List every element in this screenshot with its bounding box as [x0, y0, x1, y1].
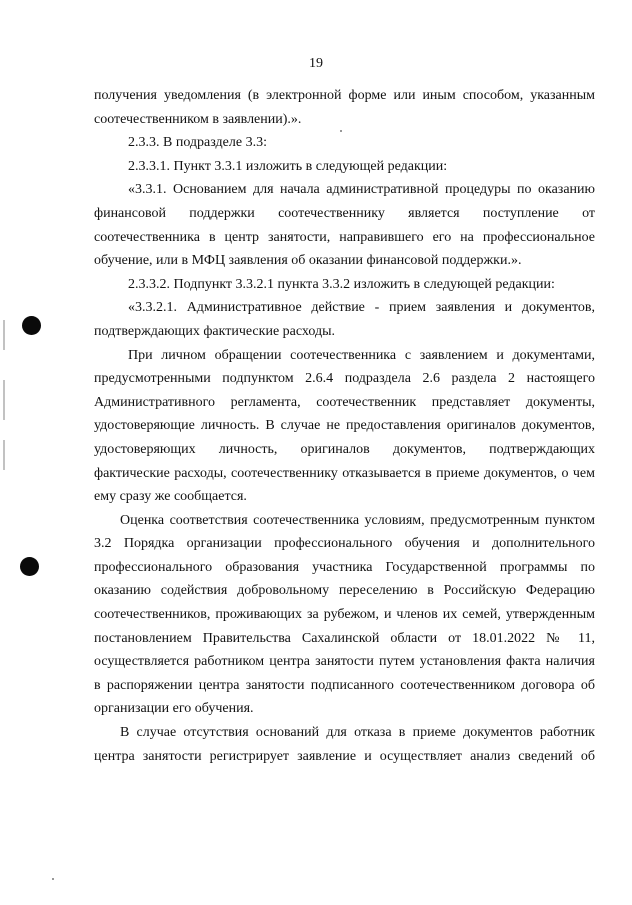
scan-edge-mark: [3, 440, 5, 470]
text-line: ему сразу же сообщается.: [94, 489, 247, 505]
text-line: При личном обращении соотечественника с заявлением и документами,: [128, 347, 595, 363]
text-line: подтверждающих фактические расходы.: [94, 323, 335, 339]
scan-speck: [52, 878, 54, 880]
paragraph: [94, 131, 595, 155]
scan-edge-mark: [3, 380, 5, 420]
page-number: 19: [309, 56, 323, 71]
paragraph: [94, 178, 595, 272]
text-line: оказанию содействия добровольному переселению в Российскую Федерацию: [94, 583, 595, 599]
paragraph: [94, 509, 595, 721]
paragraph: [94, 155, 595, 179]
text-line: центра занятости регистрирует заявление и осуществляет анализ сведений об: [94, 748, 595, 764]
text-line: «3.3.2.1. Административное действие - прием заявления и документов,: [128, 300, 595, 316]
text-line: осуществляется работником центра занятости путем установления факта наличия: [94, 654, 595, 670]
paragraph: [94, 721, 595, 768]
document-body: [94, 84, 595, 768]
text-line: профессионального образования участника Государственной программы по: [94, 559, 595, 575]
paragraph: [94, 273, 595, 297]
text-line: удостоверяющих личность, оригиналов документов, подтверждающих: [94, 441, 595, 457]
punch-hole: [22, 316, 41, 335]
text-line: «3.3.1. Основанием для начала административной процедуры по оказанию: [128, 182, 595, 198]
text-line: получения уведомления (в электронной форме или иным способом, указанным: [94, 88, 595, 103]
punch-hole: [20, 557, 39, 576]
text-line: финансовой поддержки соотечественнику является поступление от: [94, 205, 595, 221]
paragraph: [94, 84, 595, 131]
text-line: В случае отсутствия оснований для отказа в приеме документов работник: [120, 725, 595, 741]
text-line: соотечественником в заявлении).».: [94, 111, 302, 127]
paragraph: [94, 344, 595, 509]
text-line: Административного регламента, соотечественник представляет документы,: [94, 394, 595, 410]
text-line: предусмотренными подпунктом 2.6.4 подраздела 2.6 раздела 2 настоящего: [94, 371, 595, 387]
text-line: в распоряжении центра занятости подписанного соотечественником договора об: [94, 677, 595, 693]
text-line: 3.2 Порядка организации профессионального обучения и дополнительного: [94, 536, 595, 552]
text-line: 2.3.3.1. Пункт 3.3.1 изложить в следующей редакции:: [128, 158, 448, 174]
scan-speck: [340, 130, 342, 132]
text-line: фактические расходы, соотечественнику отказывается в приеме документов, о чем: [94, 465, 595, 481]
text-line: 2.3.3.2. Подпункт 3.3.2.1 пункта 3.3.2 изложить в следующей редакции:: [128, 276, 555, 292]
text-line: соотечественника в центр занятости, направившего его на профессиональное: [94, 229, 595, 245]
text-line: удостоверяющие личность. В случае не предоставления оригиналов документов,: [94, 418, 595, 434]
text-line: обучение, или в МФЦ заявления об оказании финансовой поддержки.».: [94, 253, 522, 269]
text-line: организации его обучения.: [94, 701, 254, 717]
text-line: 2.3.3. В подразделе 3.3:: [128, 135, 267, 151]
text-line: постановлением Правительства Сахалинской области от 18.01.2022 № 11,: [94, 630, 595, 646]
text-line: Оценка соответствия соотечественника условиям, предусмотренным пунктом: [120, 512, 595, 528]
paragraph: [94, 296, 595, 343]
scan-edge-mark: [3, 320, 5, 350]
text-line: соотечественников, проживающих за рубежом, и членов их семей, утвержденным: [94, 607, 595, 623]
